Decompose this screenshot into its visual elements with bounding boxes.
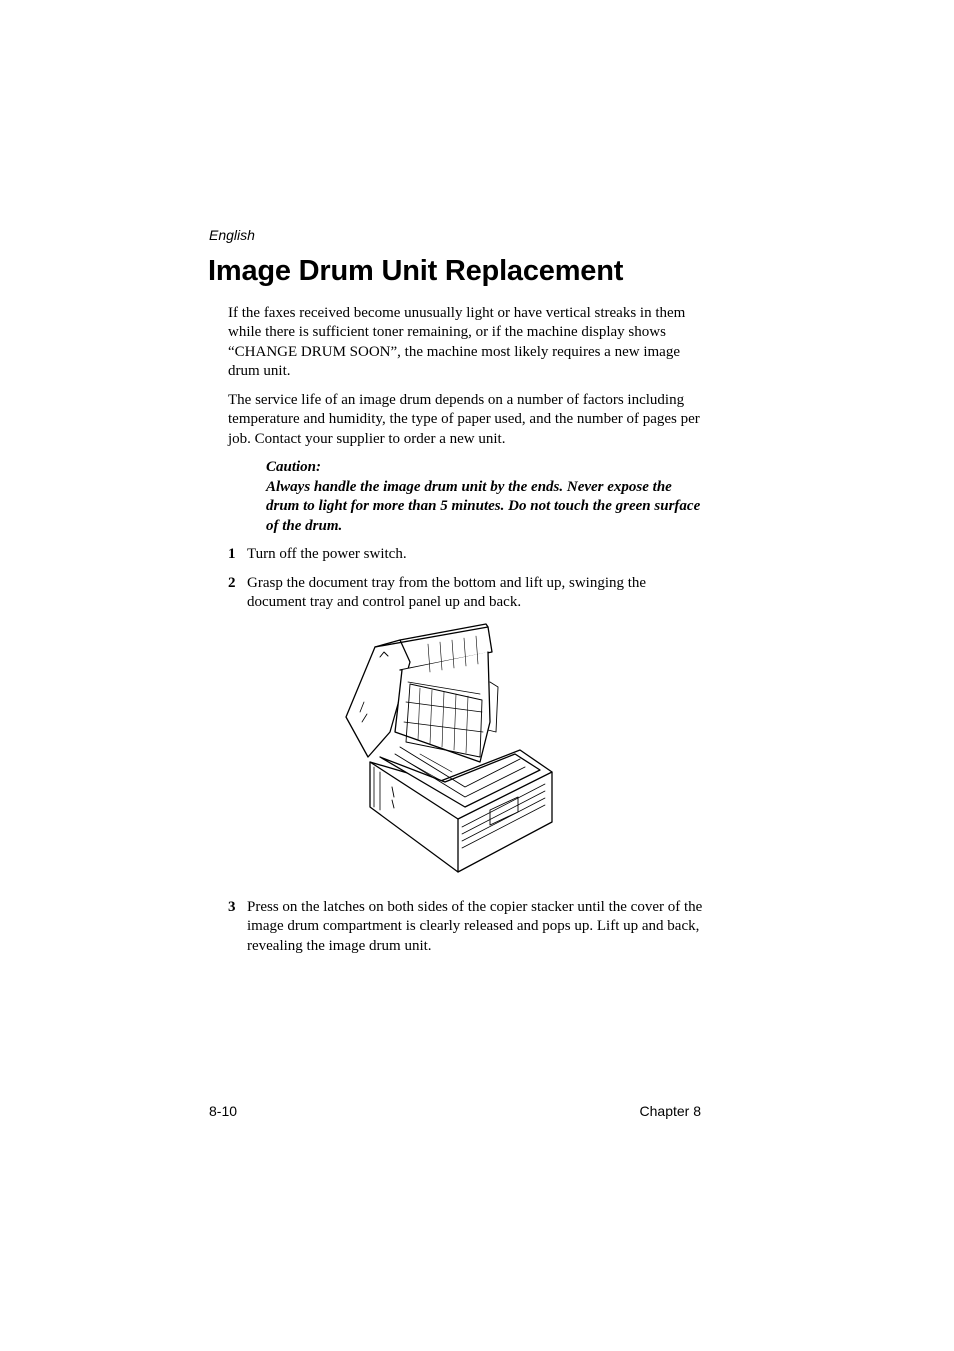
step-text: Grasp the document tray from the bottom and lift up, swinging the document tray and control panel up and back. <box>247 575 647 611</box>
step-3 <box>228 898 703 956</box>
fax-machine-illustration <box>340 622 556 874</box>
step-1 <box>228 545 703 564</box>
step-number: 2 <box>228 575 236 591</box>
language-label: English <box>209 227 255 243</box>
step-number: 1 <box>228 546 236 562</box>
step-text: Press on the latches on both sides of the copier stacker until the cover of the image drum compartment is clearly released and pops up. Lift up and back, revealing the image drum unit. <box>247 899 703 954</box>
page-title: Image Drum Unit Replacement <box>208 255 624 287</box>
service-life-paragraph: The service life of an image drum depends on a number of factors including temperature and humidity, the type of paper used, and the number of pages per job. Contact your supplier to order a new unit. <box>228 392 700 447</box>
caution-label: Caution: <box>266 459 322 475</box>
chapter-label: Chapter 8 <box>639 1103 701 1119</box>
intro-paragraph: If the faxes received become unusually light or have vertical streaks in them while there is sufficient toner remaining, or if the machine display shows “CHANGE DRUM SOON”, the machine most likely requires a new image drum unit. <box>228 305 686 379</box>
caution-text: Always handle the image drum unit by the ends. Never expose the drum to light for more than 5 minutes. Do not touch the green surface of the drum. <box>266 479 701 534</box>
step-number: 3 <box>228 899 236 915</box>
step-2 <box>228 574 703 613</box>
page-number: 8-10 <box>209 1103 238 1119</box>
step-text: Turn off the power switch. <box>247 546 407 562</box>
